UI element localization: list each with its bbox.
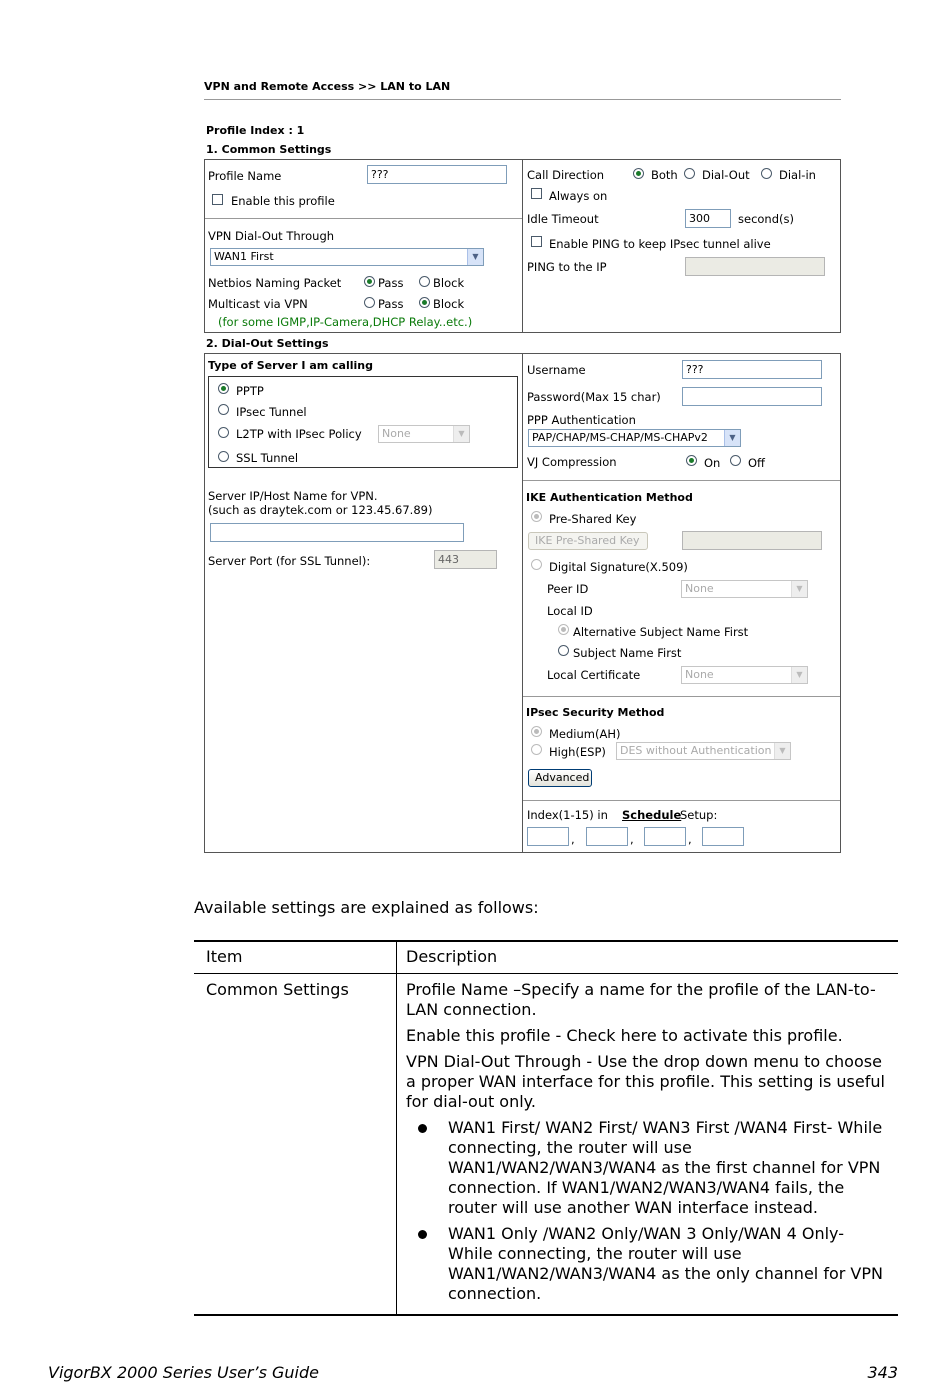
ipsec-tunnel-radio[interactable]: [218, 404, 229, 415]
netbios-block-radio[interactable]: [419, 276, 430, 287]
row-description: [406, 980, 892, 1310]
high-esp-value: DES without Authentication: [620, 744, 772, 757]
schedule-index-1[interactable]: [527, 827, 569, 846]
bullet-item: [406, 1118, 892, 1218]
call-both-label: Both: [651, 168, 678, 182]
server-host-label: Server IP/Host Name for VPN.: [208, 489, 378, 503]
always-on-checkbox[interactable]: [531, 188, 542, 199]
local-cert-label: Local Certificate: [547, 668, 641, 682]
ike-divider: [523, 480, 840, 481]
netbios-label: Netbios Naming Packet: [208, 276, 342, 290]
schedule-index-3[interactable]: [644, 827, 686, 846]
enable-ping-label: Enable PING to keep IPsec tunnel alive: [549, 237, 771, 251]
bullet-icon: [418, 1230, 427, 1239]
bullet-text: WAN1 Only /WAN2 Only/WAN 3 Only/WAN 4 Only- While connecting, the router will use WAN1/WAN2/WAN3/WAN4 as the only channel for VPN connection.: [448, 1224, 883, 1303]
table-header-rule: [194, 973, 898, 974]
alt-subject-label: Alternative Subject Name First: [573, 625, 749, 639]
local-cert-select[interactable]: [681, 666, 808, 684]
ike-psk-input[interactable]: [682, 531, 822, 550]
password-input[interactable]: [682, 387, 822, 406]
password-label: Password(Max 15 char): [527, 390, 661, 404]
ping-ip-label: PING to the IP: [527, 260, 607, 274]
footer-page-number: 343: [867, 1363, 898, 1382]
multicast-block-radio[interactable]: [419, 297, 430, 308]
idle-timeout-input[interactable]: 300: [685, 209, 731, 228]
ssl-tunnel-radio[interactable]: [218, 451, 229, 462]
high-esp-select[interactable]: [616, 742, 791, 760]
netbios-pass-radio[interactable]: [364, 276, 375, 287]
username-input[interactable]: ???: [682, 360, 822, 379]
enable-ping-checkbox[interactable]: [531, 236, 542, 247]
bullet-text: WAN1 First/ WAN2 First/ WAN3 First /WAN4 First- While connecting, the router will use WAN1/WAN2/WAN3/WAN4 as the first channel for VPN connection. If WAN1/WAN2/WAN3/WAN4 fails, the router will use another WAN interface instead.: [448, 1118, 883, 1217]
header-item: Item: [206, 947, 243, 966]
l2tp-policy-select[interactable]: [378, 425, 470, 443]
common-left-divider: [205, 218, 522, 219]
section-common-title: 1. Common Settings: [206, 143, 332, 156]
subject-label: Subject Name First: [573, 646, 682, 660]
ssl-tunnel-label: SSL Tunnel: [236, 451, 299, 465]
ping-ip-input[interactable]: [685, 257, 825, 276]
multicast-note: (for some IGMP,IP-Camera,DHCP Relay..etc.): [218, 315, 473, 329]
username-label: Username: [527, 363, 586, 377]
chevron-down-icon: ▼: [791, 581, 807, 597]
ppp-auth-label: PPP Authentication: [527, 413, 636, 427]
seconds-label: second(s): [738, 212, 794, 226]
server-port-label: Server Port (for SSL Tunnel):: [208, 554, 371, 568]
local-cert-value: None: [685, 668, 714, 681]
multicast-pass-label: Pass: [378, 297, 404, 311]
multicast-pass-radio[interactable]: [364, 297, 375, 308]
description-paragraph: Profile Name –Specify a name for the profile of the LAN-to-LAN connection.: [406, 980, 876, 1019]
dialout-settings-divider: [522, 353, 523, 853]
call-dialin-radio[interactable]: [761, 168, 772, 179]
alt-subject-radio[interactable]: [558, 624, 569, 635]
header-description: Description: [406, 947, 498, 966]
ppp-auth-select[interactable]: [528, 429, 741, 447]
preshared-radio[interactable]: [531, 511, 542, 522]
idle-timeout-label: Idle Timeout: [527, 212, 599, 226]
vj-on-radio[interactable]: [686, 455, 697, 466]
chevron-down-icon: ▼: [774, 743, 790, 759]
profile-name-input[interactable]: ???: [367, 165, 507, 184]
ike-psk-button[interactable]: IKE Pre-Shared Key: [528, 532, 648, 550]
peer-id-label: Peer ID: [547, 582, 589, 596]
always-on-label: Always on: [549, 189, 608, 203]
row-item: Common Settings: [206, 980, 349, 999]
server-port-input[interactable]: 443: [434, 550, 497, 569]
profile-name-label: Profile Name: [208, 169, 282, 183]
chevron-down-icon: ▼: [453, 426, 469, 442]
profile-index: Profile Index : 1: [206, 124, 305, 137]
enable-profile-label: Enable this profile: [231, 194, 335, 208]
netbios-pass-label: Pass: [378, 276, 404, 290]
description-paragraph: Enable this profile - Check here to activate this profile.: [406, 1026, 843, 1045]
enable-profile-checkbox[interactable]: [212, 194, 223, 205]
index-label: Index(1-15) in: [527, 808, 608, 822]
medium-ah-label: Medium(AH): [549, 727, 621, 741]
peer-id-select[interactable]: [681, 580, 808, 598]
common-settings-divider: [522, 159, 523, 333]
call-dialin-label: Dial-in: [779, 168, 816, 182]
schedule-index-2[interactable]: [586, 827, 628, 846]
vj-on-label: On: [704, 456, 721, 470]
vj-off-radio[interactable]: [730, 455, 741, 466]
schedule-link[interactable]: Schedule: [622, 808, 682, 822]
pptp-radio[interactable]: [218, 383, 229, 394]
multicast-label: Multicast via VPN: [208, 297, 308, 311]
l2tp-policy-value: None: [382, 427, 411, 440]
dialout-through-value: WAN1 First: [214, 250, 274, 263]
dialout-through-label: VPN Dial-Out Through: [208, 229, 335, 243]
server-type-title: Type of Server I am calling: [208, 359, 373, 372]
server-host-hint: (such as draytek.com or 123.45.67.89): [208, 503, 433, 517]
high-esp-label: High(ESP): [549, 745, 606, 759]
bullet-icon: [418, 1124, 427, 1133]
l2tp-radio[interactable]: [218, 427, 229, 438]
server-host-input[interactable]: [210, 523, 464, 542]
table-column-rule: [396, 940, 397, 1316]
schedule-divider: [523, 800, 840, 801]
local-id-label: Local ID: [547, 604, 593, 618]
description-paragraph: VPN Dial-Out Through - Use the drop down menu to choose a proper WAN interface for this profile. This setting is useful for dial-out only.: [406, 1052, 885, 1111]
table-bottom-rule: [194, 1314, 898, 1316]
ipsec-divider: [523, 696, 840, 697]
high-esp-radio[interactable]: [531, 744, 542, 755]
subject-radio[interactable]: [558, 645, 569, 656]
multicast-block-label: Block: [433, 297, 465, 311]
chevron-down-icon: ▼: [467, 249, 483, 265]
schedule-comma-1: ,: [571, 832, 575, 846]
ike-title: IKE Authentication Method: [526, 491, 693, 504]
l2tp-label: L2TP with IPsec Policy: [236, 427, 362, 441]
dialout-through-select[interactable]: [210, 248, 484, 266]
chevron-down-icon: ▼: [724, 430, 740, 446]
bullet-item: [406, 1224, 892, 1304]
chevron-down-icon: ▼: [791, 667, 807, 683]
intro-text: Available settings are explained as follows:: [194, 898, 539, 917]
vj-label: VJ Compression: [527, 455, 617, 469]
breadcrumb-divider: [204, 99, 841, 100]
setup-label: Setup:: [680, 808, 718, 822]
schedule-comma-3: ,: [688, 832, 692, 846]
schedule-index-4[interactable]: [702, 827, 744, 846]
table-top-rule: [194, 940, 898, 942]
medium-ah-radio[interactable]: [531, 726, 542, 737]
section-dialout-title: 2. Dial-Out Settings: [206, 337, 329, 350]
footer-guide-title: VigorBX 2000 Series User’s Guide: [48, 1363, 319, 1382]
pptp-label: PPTP: [236, 384, 264, 398]
vj-off-label: Off: [748, 456, 765, 470]
call-dialout-radio[interactable]: [684, 168, 695, 179]
peer-id-value: None: [685, 582, 714, 595]
call-both-radio[interactable]: [633, 168, 644, 179]
call-direction-label: Call Direction: [527, 168, 605, 182]
ipsec-title: IPsec Security Method: [526, 706, 665, 719]
breadcrumb: VPN and Remote Access >> LAN to LAN: [204, 80, 451, 93]
digital-sig-label: Digital Signature(X.509): [549, 560, 688, 574]
ipsec-tunnel-label: IPsec Tunnel: [236, 405, 307, 419]
call-dialout-label: Dial-Out: [702, 168, 750, 182]
advanced-button[interactable]: Advanced: [528, 769, 592, 787]
digital-sig-radio[interactable]: [531, 559, 542, 570]
preshared-label: Pre-Shared Key: [549, 512, 637, 526]
ppp-auth-value: PAP/CHAP/MS-CHAP/MS-CHAPv2: [532, 431, 708, 444]
schedule-comma-2: ,: [630, 832, 634, 846]
netbios-block-label: Block: [433, 276, 465, 290]
